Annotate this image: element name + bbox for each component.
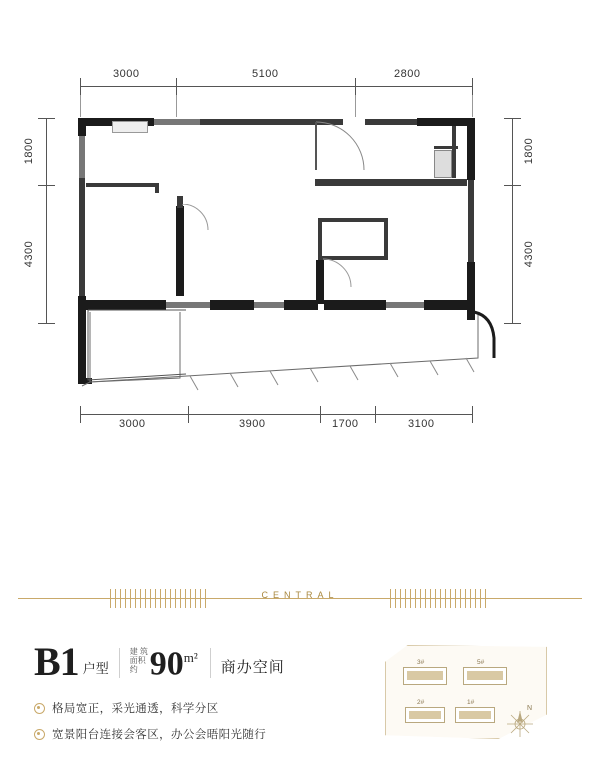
- wall-top-window-left: [154, 119, 200, 125]
- right-dim-label-1: 1800: [523, 137, 536, 165]
- top-dim-tick: [176, 78, 177, 95]
- wall-stub-a: [155, 183, 159, 193]
- bottom-dim-tick: [375, 406, 376, 423]
- site-block-core: [407, 671, 443, 680]
- area-value: 90: [149, 645, 184, 683]
- wall-interior-top-left: [86, 183, 158, 187]
- left-dim-tick: [38, 185, 55, 186]
- site-map: [385, 645, 565, 745]
- area-label-line1: 建 筑: [129, 647, 148, 657]
- wall-right-upper: [467, 118, 475, 180]
- site-block-3: [403, 667, 447, 685]
- bottom-dim-tick: [80, 406, 81, 423]
- wall-core-top: [318, 218, 388, 222]
- unit-info: [34, 640, 384, 752]
- site-block-core: [409, 711, 441, 719]
- door-swing-room: [182, 204, 210, 232]
- site-block-core: [467, 671, 503, 680]
- top-dim-tick: [355, 78, 356, 95]
- left-dim-label-2: 4300: [23, 240, 36, 268]
- site-block-label-5: 5#: [477, 659, 485, 666]
- fixture-bath: [434, 150, 452, 178]
- divider-vertical-2: [210, 648, 211, 678]
- list-item: [34, 726, 384, 742]
- ext-line: [80, 95, 81, 117]
- unit-type-code: B1: [34, 639, 79, 685]
- top-dim-tick: [80, 78, 81, 95]
- site-block-core: [459, 711, 491, 719]
- bottom-dim-tick: [472, 406, 473, 423]
- feature-list: [34, 700, 384, 742]
- wall-core-right: [384, 218, 388, 260]
- divider-vertical-1: [119, 648, 120, 678]
- right-dim-tick: [504, 323, 521, 324]
- right-dim-label-2: 4300: [523, 240, 536, 268]
- left-dim-tick: [38, 118, 55, 119]
- bullet-dot-icon: [34, 703, 45, 714]
- right-dim-line: [512, 118, 513, 323]
- wall-bath-top: [434, 146, 458, 149]
- site-block-label-1: 1#: [467, 699, 475, 706]
- site-block-5: [463, 667, 507, 685]
- left-dim-label-1: 1800: [23, 137, 36, 165]
- site-block-label-3: 3#: [417, 659, 425, 666]
- bottom-dim-tick: [320, 406, 321, 423]
- wall-right-middle: [468, 180, 474, 262]
- left-dim-line: [46, 118, 47, 323]
- left-dim-tick: [38, 323, 55, 324]
- wall-top-middle: [200, 119, 315, 125]
- compass-star-icon: [503, 707, 537, 741]
- feature-text: 宽景阳台连接会客区，办公会晤阳光随行: [52, 729, 267, 742]
- bottom-dim-line: [80, 414, 472, 415]
- bottom-dim-label-4: 3100: [408, 418, 435, 430]
- bottom-dim-label-2: 3900: [239, 418, 266, 430]
- ext-line: [176, 95, 177, 117]
- wall-left-upper: [78, 118, 86, 136]
- wall-bath-partition: [452, 126, 456, 178]
- top-dim-label-3: 2800: [394, 68, 421, 80]
- bottom-dim-tick: [188, 406, 189, 423]
- wall-left-main: [79, 178, 85, 296]
- right-dim-tick: [504, 185, 521, 186]
- wall-left-window: [79, 136, 85, 178]
- unit-type-label: 户型: [82, 661, 109, 677]
- fixture-kitchen-counter: [112, 121, 148, 133]
- balcony-divider: [86, 308, 196, 388]
- space-label: 商办空间: [220, 659, 285, 677]
- area-value-group: [150, 640, 198, 682]
- bullet-dot-icon: [34, 729, 45, 740]
- area-label: [130, 647, 150, 682]
- top-dim-tick: [472, 78, 473, 95]
- divider-text: CENTRAL: [261, 590, 339, 600]
- ext-line: [355, 95, 356, 117]
- compass-icon: [503, 707, 537, 741]
- top-dim-line: [80, 86, 472, 87]
- site-block-2: [405, 707, 445, 723]
- site-block-1: [455, 707, 495, 723]
- feature-text: 格局宽正，采光通透，科学分区: [52, 703, 219, 716]
- bottom-dim-label-1: 3000: [119, 418, 146, 430]
- wall-corridor-bottom: [315, 179, 467, 186]
- bottom-dim-label-3: 1700: [332, 418, 359, 430]
- wall-top-right-seg: [365, 119, 417, 125]
- top-dim-label-1: 3000: [113, 68, 140, 80]
- area-unit: m²: [183, 650, 198, 665]
- list-item: [34, 700, 384, 716]
- area-label-line2: 面积约: [129, 656, 146, 675]
- central-divider: [0, 585, 600, 611]
- site-block-label-2: 2#: [417, 699, 425, 706]
- entry-door-swing: [314, 120, 370, 176]
- right-dim-tick: [504, 118, 521, 119]
- compass-north-label: N: [527, 705, 533, 712]
- ext-line: [472, 95, 473, 117]
- door-swing-core: [323, 258, 353, 288]
- unit-title-row: [34, 639, 384, 685]
- top-dim-label-2: 5100: [252, 68, 279, 80]
